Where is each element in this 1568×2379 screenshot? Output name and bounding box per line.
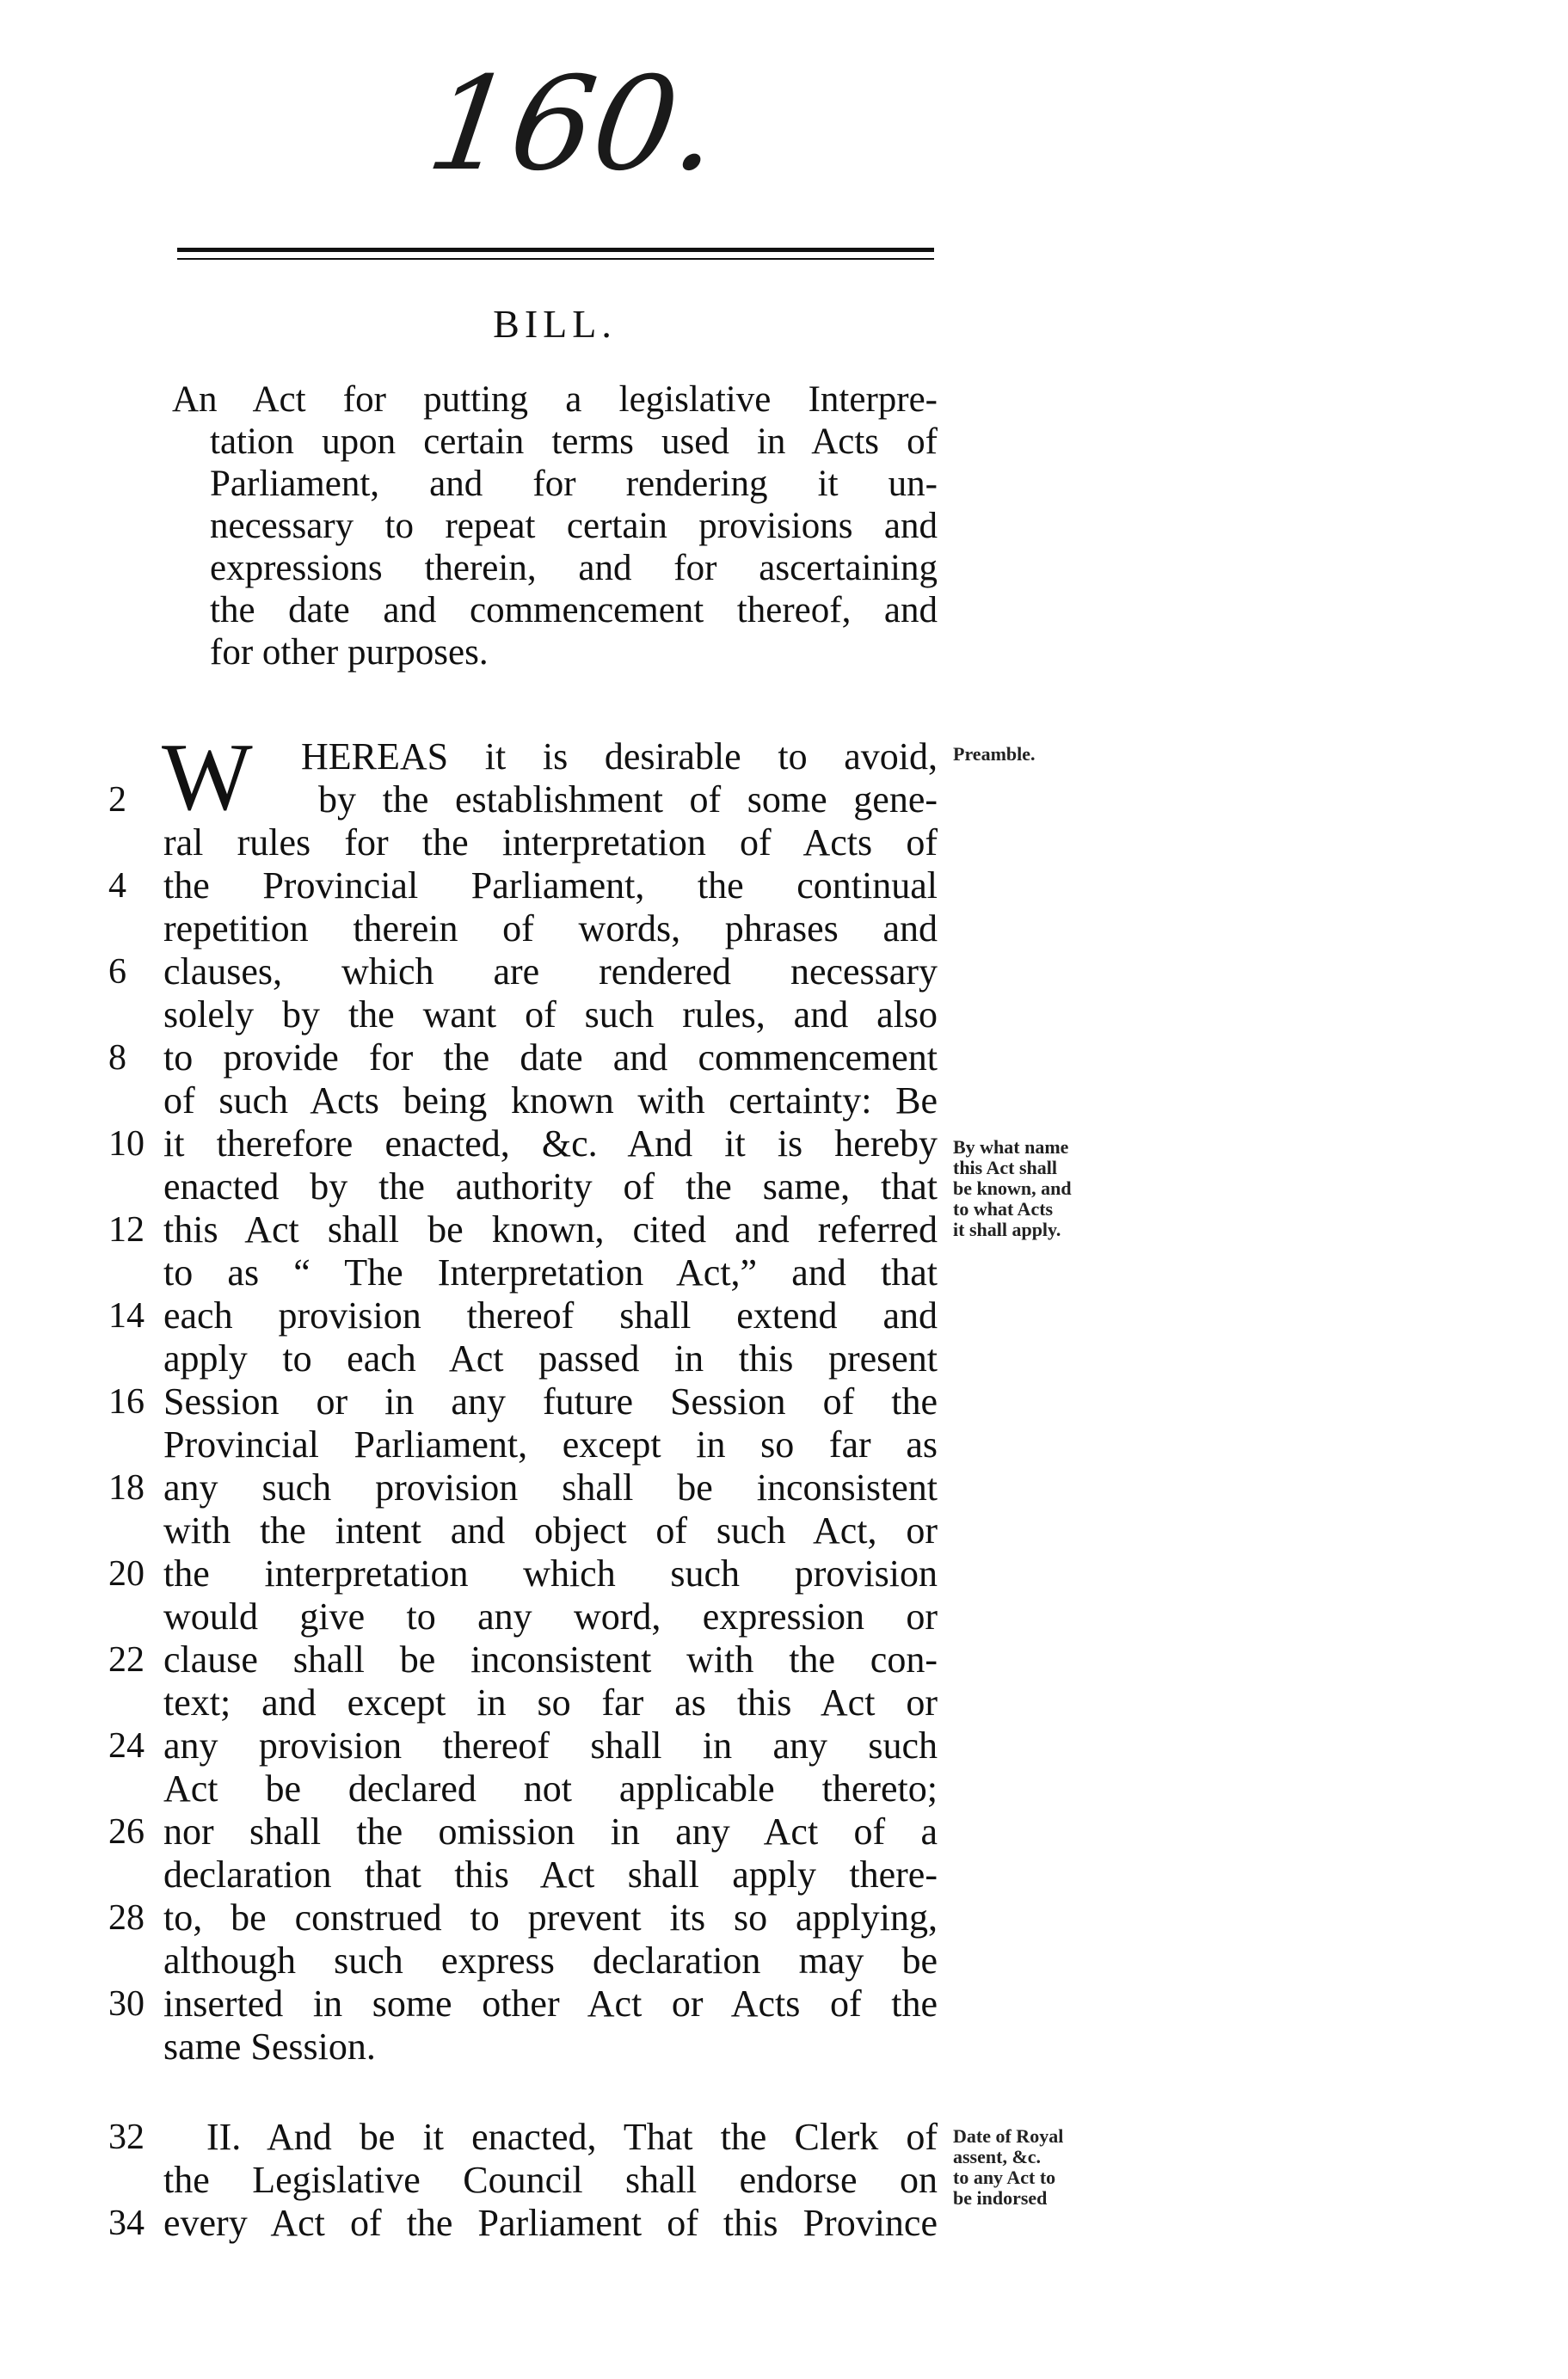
body-line: clause shall be inconsistent with the con- [163,1638,938,1681]
body-line: by the establishment of some gene- [318,778,938,821]
line-number: 12 [108,1210,145,1250]
body-line: Provincial Parliament, except in so far as [163,1423,938,1466]
margin-note-line: Date of Royal [953,2125,1064,2147]
body-line: ral rules for the interpretation of Acts of [163,821,938,864]
margin-note-line: assent, &c. [953,2146,1042,2167]
body-line: HEREAS it is desirable to avoid, [301,735,938,778]
body-line: Session or in any future Session of the [163,1380,938,1423]
line-number: 28 [108,1898,145,1938]
body-line: apply to each Act passed in this present [163,1337,938,1380]
body-line: this Act shall be known, cited and referred [163,1208,938,1251]
line-number: 34 [108,2204,145,2243]
body-line: declaration that this Act shall apply there- [163,1853,938,1896]
body-line: the Legislative Council shall endorse on [163,2159,938,2201]
body-line: Act be declared not applicable thereto; [163,1767,938,1810]
line-number: 4 [108,866,126,906]
margin-note-line: this Act shall [953,1157,1058,1178]
body-line: text; and except in so far as this Act or [163,1681,938,1724]
margin-note-line: be known, and [953,1177,1072,1199]
margin-note-line: it shall apply. [953,1219,1061,1240]
line-number: 6 [108,952,126,992]
line-number: 32 [108,2118,145,2157]
margin-note-by-what-name [953,1137,1125,1240]
line-number: 10 [108,1124,145,1164]
margin-note-preamble: Preamble. [953,743,1036,765]
line-number: 30 [108,1984,145,2024]
body-line: the interpretation which such provision [163,1552,938,1595]
header-rule-thick [177,248,934,252]
line-number: 2 [108,780,126,820]
body-line: each provision thereof shall extend and [163,1294,938,1337]
body-line: with the intent and object of such Act, or [163,1509,938,1552]
line-number: 20 [108,1554,145,1594]
body-line: II. And be it enacted, That the Clerk of [206,2116,938,2158]
title-line: the date and commencement thereof, and [210,590,938,630]
page-folio-handwritten: 160. [419,50,729,200]
header-rule-thin [177,258,934,260]
margin-note-line: By what name [953,1136,1069,1158]
body-line: it therefore enacted, &c. And it is hereby [163,1122,938,1165]
body-line: any provision thereof shall in any such [163,1724,938,1767]
body-line: the Provincial Parliament, the continual [163,864,938,907]
body-line: same Session. [163,2026,376,2068]
margin-note-line: to any Act to [953,2167,1056,2188]
body-line: every Act of the Parliament of this Province [163,2202,938,2244]
margin-note-line: be indorsed [953,2187,1048,2209]
body-line: to as “ The Interpretation Act,” and that [163,1251,938,1294]
line-number: 22 [108,1640,145,1680]
line-number: 14 [108,1296,145,1336]
body-line: to provide for the date and commencement [163,1036,938,1079]
margin-note-line: to what Acts [953,1198,1054,1220]
body-line: nor shall the omission in any Act of a [163,1810,938,1853]
body-line: any such provision shall be inconsistent [163,1466,938,1509]
body-line: inserted in some other Act or Acts of the [163,1982,938,2025]
body-line: solely by the want of such rules, and also [163,993,938,1036]
body-line: although such express declaration may be [163,1939,938,1982]
body-line: clauses, which are rendered necessary [163,950,938,993]
line-number: 26 [108,1812,145,1852]
title-line: tation upon certain terms used in Acts of [210,421,938,462]
bill-heading: BILL. [493,302,617,346]
line-number: 24 [108,1726,145,1766]
body-line: would give to any word, expression or [163,1595,938,1638]
line-number: 16 [108,1382,145,1422]
line-number: 8 [108,1038,126,1078]
title-line: Parliament, and for rendering it un- [210,464,938,504]
title-line: expressions therein, and for ascertaining [210,548,938,588]
body-line: of such Acts being known with certainty: Be [163,1079,938,1122]
line-number: 18 [108,1468,145,1508]
drop-cap: W [162,724,253,831]
title-line: necessary to repeat certain provisions and [210,506,938,546]
body-line: enacted by the authority of the same, that [163,1165,938,1208]
body-line: repetition therein of words, phrases and [163,907,938,950]
margin-note-royal-assent [953,2126,1125,2209]
title-line: An Act for putting a legislative Interpre- [172,379,938,420]
title-line: for other purposes. [210,632,489,673]
body-line: to, be construed to prevent its so applying, [163,1896,938,1939]
